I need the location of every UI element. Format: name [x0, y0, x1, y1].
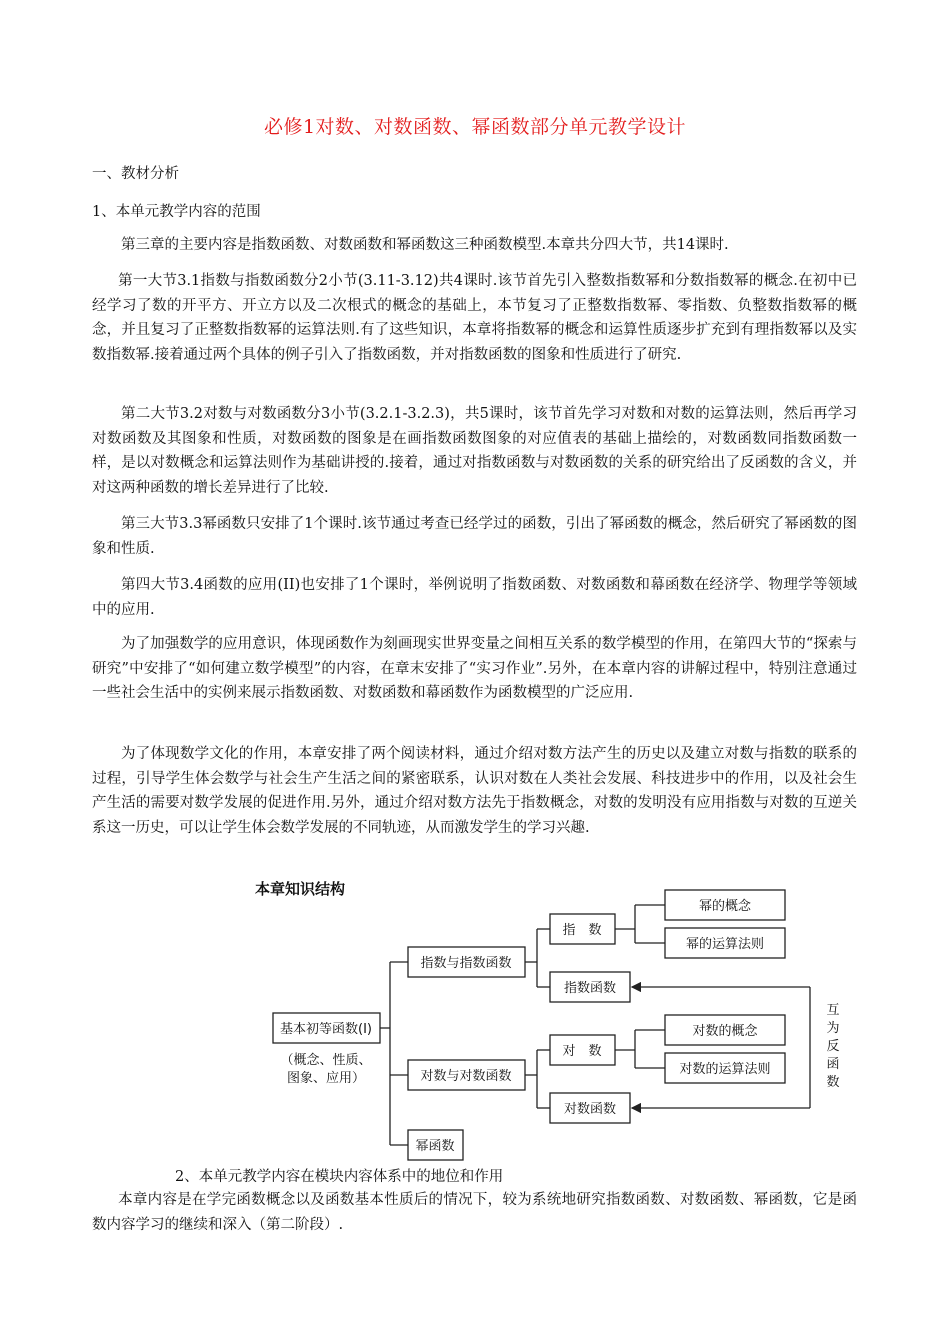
paragraph: 为了体现数学文化的作用，本章安排了两个阅读材料，通过介绍对数方法产生的历史以及建立对数与指数的联系的过程，引导学生体会数学与社会生产生活之间的紧密联系，认识对数在人类社会发展、科技进步中的作用，以及社会生产生活的需要对数学发展的促进作用.另外，通过介绍对数方法先于指数概念，对数的发明没有应用指数与对数的互逆关系这一历史，可以让学生体会数学发展的不同轨迹，从而激发学生的学习兴趣.	[92, 746, 857, 836]
diagram-node-power-rules: 幂的运算法则	[685, 937, 765, 952]
diagram-node-logarithm: 对 数	[562, 1044, 602, 1059]
diagram-root-note: （概念、性质、	[280, 1053, 372, 1068]
diagram-node-log-function: 对数函数	[563, 1102, 617, 1117]
section-heading: 一、教材分析	[92, 166, 179, 182]
document-title: 必修1对数、对数函数、幂函数部分单元教学设计	[263, 116, 687, 138]
paragraph: 第二大节3.2对数与对数函数分3小节(3.2.1-3.2.3)，共5课时，该节首先学习对数和对数的运算法则，然后再学习对数函数及其图象和性质，对数函数的图象是在画指数函数图象的对应值表的基础上描绘的，对数函数同指数函数一样，是以对数概念和运算法则作为基础讲授的.接着，通过对指数函数与对数函数的关系的研究给出了反函数的含义，并对这两种函数的增长差异进行了比较.	[92, 406, 857, 496]
paragraph: 第三章的主要内容是指数函数、对数函数和幂函数这三种函数模型.本章共分四大节，共14课时.	[121, 237, 729, 253]
diagram-branch-power: 幂函数	[415, 1139, 455, 1154]
diagram-branch-logarithm: 对数与对数函数	[420, 1069, 512, 1084]
paragraph: 第三大节3.3幂函数只安排了1个课时.该节通过考查已经学过的函数，引出了幂函数的概念，然后研究了幂函数的图象和性质.	[92, 516, 857, 557]
diagram-heading: 本章知识结构	[254, 880, 346, 898]
diagram-inverse-label: 为	[826, 1021, 840, 1036]
diagram-inverse-label: 函	[826, 1057, 840, 1072]
diagram-root-note: 图象、应用）	[286, 1071, 366, 1086]
paragraph: 本章内容是在学完函数概念以及函数基本性质后的情况下，较为系统地研究指数函数、对数函数、幂函数，它是函数内容学习的继续和深入（第二阶段）.	[92, 1192, 857, 1233]
diagram-node-power-concept: 幂的概念	[698, 899, 752, 914]
diagram-inverse-label: 反	[826, 1039, 840, 1054]
subsection-heading: 1、本单元教学内容的范围	[92, 204, 261, 220]
subsection-heading: 2、本单元教学内容在模块内容体系中的地位和作用	[175, 1169, 504, 1185]
diagram-node-exponent: 指 数	[562, 923, 602, 938]
diagram-inverse-label: 互	[826, 1003, 840, 1018]
diagram-root: 基本初等函数(I)	[280, 1022, 372, 1037]
diagram-node-exp-function: 指数函数	[563, 981, 617, 996]
paragraph: 第四大节3.4函数的应用(II)也安排了1个课时，举例说明了指数函数、对数函数和幕函数在经济学、物理学等领域中的应用.	[92, 577, 857, 618]
diagram-inverse-label: 数	[826, 1075, 840, 1090]
paragraph: 为了加强数学的应用意识，体现函数作为刻画现实世界变量之间相互关系的数学模型的作用，在第四大节的“探索与研究”中安排了“如何建立数学模型”的内容，在章末安排了“实习作业”.另外，在本章内容的讲解过程中，特别注意通过一些社会生活中的实例来展示指数函数、对数函数和幕函数作为函数模型的广泛应用.	[92, 636, 857, 701]
knowledge-structure-diagram	[240, 872, 850, 1167]
diagram-node-log-rules: 对数的运算法则	[679, 1062, 771, 1077]
diagram-node-log-concept: 对数的概念	[692, 1024, 758, 1039]
diagram-branch-exponent: 指数与指数函数	[420, 956, 512, 971]
paragraph: 第一大节3.1指数与指数函数分2小节(3.11-3.12)共4课时.该节首先引入整数指数幂和分数指数幂的概念.在初中已经学习了数的开平方、开立方以及二次根式的概念的基础上，本节复习了正整数指数幂、零指数、负整数指数幂的概念，并且复习了正整数指数幂的运算法则.有了这些知识，本章将指数幂的概念和运算性质逐步扩充到有理指数幂以及实数指数幂.接着通过两个具体的例子引入了指数函数，并对指数函数的图象和性质进行了研究.	[92, 273, 857, 363]
